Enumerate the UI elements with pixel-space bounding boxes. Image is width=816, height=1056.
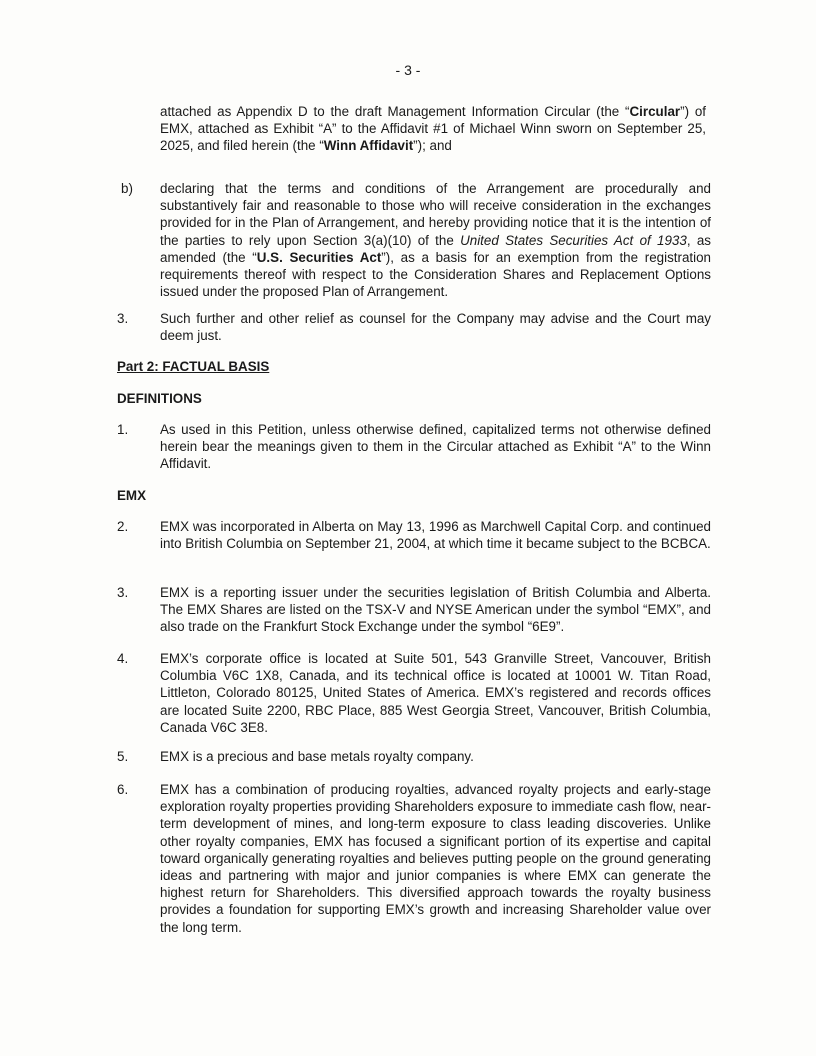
- paragraph-text: EMX is a reporting issuer under the securities legislation of British Columbia and Alberta. The EMX Shares are listed on the TSX-V and NYSE American under the symbol “EMX”, and also trade on the Frankfurt Stock Exchange under the symbol “6E9”.: [160, 585, 711, 635]
- paragraph-text: As used in this Petition, unless otherwise defined, capitalized terms not otherwise defined herein bear the meanings given to them in the Circular attached as Exhibit “A” to the Winn Affidavit.: [160, 422, 711, 472]
- relief-paragraph: [117, 310, 711, 344]
- paragraph-number: 3.: [117, 585, 129, 600]
- paragraph-text: EMX has a combination of producing royalties, advanced royalty projects and early-stage exploration royalty properties providing Shareholders exposure to immediate cash flow, near-term development of mines, and long-term exposure to class leading discoveries. Unlike other royalty companies, EMX has focused a significant portion of its expertise and capital toward organically generating royalties and believes putting people on the ground generating ideas and partnering with major and junior companies is where EMX can generate the highest return for Shareholders. This diversified approach towards the royalty business provides a foundation for supporting EMX’s growth and increasing Shareholder value over the long term.: [160, 782, 711, 935]
- sub-item-marker: b): [121, 181, 133, 196]
- paragraph-number: 2.: [117, 519, 129, 534]
- emx-paragraph: [117, 781, 711, 936]
- emx-paragraph: [117, 584, 711, 636]
- emx-heading: EMX: [117, 488, 147, 503]
- definitions-paragraph: [117, 421, 711, 473]
- emx-paragraph: [117, 748, 711, 765]
- part-2-heading: Part 2: FACTUAL BASIS: [117, 359, 270, 374]
- paragraph-number: 4.: [117, 651, 129, 666]
- paragraph-number: 6.: [117, 782, 129, 797]
- sub-item-body: declaring that the terms and conditions of the Arrangement are procedurally and substantively fair and reasonable to those who will receive consideration in the exchanges provided for in the Plan of Arrangement, and hereby providing notice that it is the intention of the parties to rely upon Section 3(a)(10) of the United States Securities Act of 1933, as amended (the “U.S. Securities Act”), as a basis for an exemption from the registration requirements thereof with respect to the Consideration Shares and Replacement Options issued under the proposed Plan of Arrangement.: [160, 181, 711, 300]
- sub-item-b: [121, 180, 711, 300]
- emx-paragraph: [117, 518, 711, 552]
- paragraph-text: EMX’s corporate office is located at Suite 501, 543 Granville Street, Vancouver, British Columbia V6C 1X8, Canada, and its technical office is located at 10001 W. Titan Road, Littleton, Colorado 80125, United States of America. EMX’s registered and records offices are located Suite 2200, RBC Place, 885 West Georgia Street, Vancouver, British Columbia, Canada V6C 3E8.: [160, 651, 711, 735]
- paragraph-number: 5.: [117, 749, 129, 764]
- paragraph-number: 3.: [117, 311, 129, 326]
- paragraph-text: Such further and other relief as counsel for the Company may advise and the Court may deem just.: [160, 311, 711, 344]
- paragraph-number: 1.: [117, 422, 129, 437]
- paragraph-text: EMX is a precious and base metals royalty company.: [160, 749, 474, 764]
- emx-paragraph: [117, 650, 711, 736]
- continuation-paragraph: attached as Appendix D to the draft Management Information Circular (the “Circular”) of EMX, attached as Exhibit “A” to the Affidavit #1 of Michael Winn sworn on September 25, 2025, and filed herein (the “Winn Affidavit”); and: [160, 104, 706, 154]
- page-number: - 3 -: [395, 62, 421, 78]
- definitions-heading: DEFINITIONS: [117, 391, 202, 406]
- paragraph-text: EMX was incorporated in Alberta on May 13, 1996 as Marchwell Capital Corp. and continued into British Columbia on September 21, 2004, at which time it became subject to the BCBCA.: [160, 519, 711, 552]
